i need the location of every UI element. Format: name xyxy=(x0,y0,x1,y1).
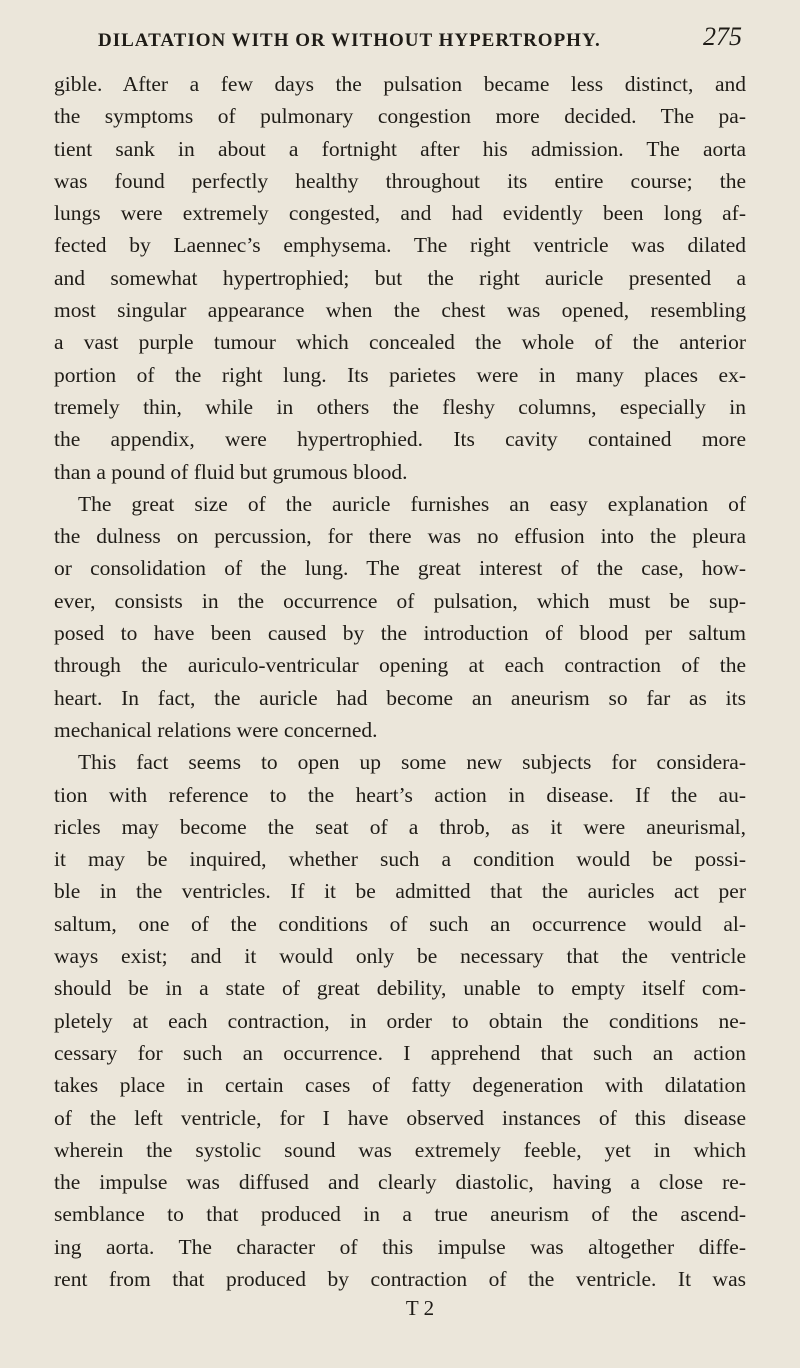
text-line: or consolidation of the lung. The great interest of the case, how- xyxy=(54,556,746,581)
running-head xyxy=(54,22,746,56)
text-line: should be in a state of great debility, unable to empty itself com- xyxy=(54,976,746,1001)
text-line: ever, consists in the occurrence of pulsation, which must be sup- xyxy=(54,588,746,613)
text-line: a vast purple tumour which concealed the whole of the anterior xyxy=(54,330,746,355)
text-line: saltum, one of the conditions of such an occurrence would al- xyxy=(54,911,746,936)
text-line: and somewhat hypertrophied; but the right auricle presented a xyxy=(54,265,746,290)
text-line: takes place in certain cases of fatty degeneration with dilatation xyxy=(54,1073,746,1098)
text-line: rent from that produced by contraction of the ventricle. It was xyxy=(54,1266,746,1291)
text-line: heart. In fact, the auricle had become an aneurism so far as its xyxy=(54,685,746,710)
text-line: ways exist; and it would only be necessary that the ventricle xyxy=(54,944,746,969)
text-line: fected by Laennec’s emphysema. The right ventricle was dilated xyxy=(54,233,746,258)
text-line: the impulse was diffused and clearly diastolic, having a close re- xyxy=(54,1170,746,1195)
text-line: semblance to that produced in a true aneurism of the ascend- xyxy=(54,1202,746,1227)
text-line: ing aorta. The character of this impulse was altogether diffe- xyxy=(54,1234,746,1259)
text-line: cessary for such an occurrence. I apprehend that such an action xyxy=(54,1040,746,1065)
text-line: tremely thin, while in others the fleshy columns, especially in xyxy=(54,394,746,419)
text-line: of the left ventricle, for I have observed instances of this disease xyxy=(54,1105,746,1130)
text-line: wherein the systolic sound was extremely feeble, yet in which xyxy=(54,1137,746,1162)
text-line: mechanical relations were concerned. xyxy=(54,717,378,742)
text-line: tion with reference to the heart’s action in disease. If the au- xyxy=(54,782,746,807)
text-line: it may be inquired, whether such a condition would be possi- xyxy=(54,847,746,872)
body-text xyxy=(54,68,746,1295)
text-line: gible. After a few days the pulsation became less distinct, and xyxy=(54,72,746,96)
text-line: the dulness on percussion, for there was no effusion into the pleura xyxy=(54,524,746,549)
text-line: the appendix, were hypertrophied. Its cavity contained more xyxy=(54,427,746,452)
text-line: portion of the right lung. Its parietes were in many places ex- xyxy=(54,362,746,387)
text-line: ricles may become the seat of a throb, as it were aneurismal, xyxy=(54,814,746,839)
text-line: through the auriculo-ventricular opening at each contraction of the xyxy=(54,653,746,678)
signature-mark: T 2 xyxy=(405,1296,435,1321)
running-title: DILATATION WITH OR WITHOUT HYPERTROPHY. xyxy=(98,30,601,51)
page-number: 275 xyxy=(703,22,742,51)
text-line: lungs were extremely congested, and had evidently been long af- xyxy=(54,201,746,226)
text-line: most singular appearance when the chest was opened, resembling xyxy=(54,298,746,323)
text-line: the symptoms of pulmonary congestion more decided. The pa- xyxy=(54,104,746,129)
text-line: pletely at each contraction, in order to obtain the conditions ne- xyxy=(54,1008,746,1033)
text-line: than a pound of fluid but grumous blood. xyxy=(54,459,408,484)
text-line: was found perfectly healthy throughout its entire course; the xyxy=(54,168,746,193)
text-line: posed to have been caused by the introduction of blood per saltum xyxy=(54,621,746,646)
text-line: This fact seems to open up some new subjects for considera- xyxy=(78,750,746,775)
text-line: tient sank in about a fortnight after his admission. The aorta xyxy=(54,136,746,161)
text-line: ble in the ventricles. If it be admitted that the auricles act per xyxy=(54,879,746,904)
text-line: The great size of the auricle furnishes an easy explanation of xyxy=(78,491,746,516)
